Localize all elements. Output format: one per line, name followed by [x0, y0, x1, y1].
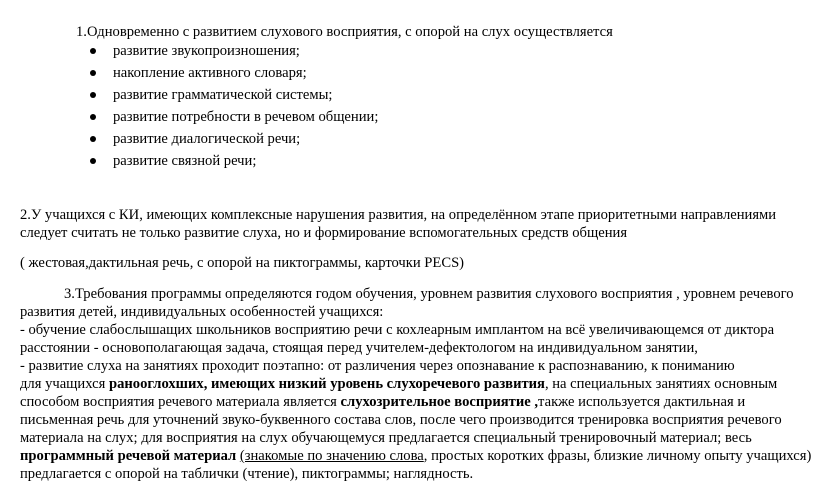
- section3-line-7: [20, 393, 745, 411]
- list-item: [88, 62, 378, 84]
- list-item-text: накопление активного словаря;: [113, 65, 307, 81]
- bullet-dot-icon: [90, 70, 96, 76]
- underlined-text-span: (знакомые по значению слова: [239, 448, 424, 464]
- section3-line-3: - обучение слабослышащих школьников восприятию речи с кохлеарным имплантом на всё увеличивающемся от диктора: [20, 322, 775, 338]
- section2-note: ( жестовая,дактильная речь, с опорой на пиктограммы, карточки PECS): [20, 255, 465, 271]
- section3-line-4: расстоянии - основополагающая задача, стоящая перед учителем-дефектологом на индивидуальном занятии,: [20, 340, 698, 356]
- text-span: также используется дактильная и: [538, 394, 746, 410]
- section3-line-2: развития детей, индивидуальных особенностей учащихся:: [20, 304, 384, 320]
- list-item-text: развитие звукопроизношения;: [113, 43, 300, 59]
- bold-text-span: ранооглохших, имеющих низкий уровень слухоречевого развития: [108, 376, 545, 392]
- section1-heading: 1.Одновременно с развитием слухового восприятия, с опорой на слух осуществляется: [76, 24, 613, 40]
- section3-line-8: письменная речь для уточнений звуко-буквенного состава слов, после чего производится тренировка восприятия речевого: [20, 412, 782, 428]
- bullet-dot-icon: [90, 48, 96, 54]
- text-span: , простых коротких фразы, близкие личному опыту учащихся): [423, 448, 812, 464]
- section2-line-2: следует считать не только развитие слуха, но и формирование вспомогательных средств общения: [20, 225, 628, 241]
- list-item: [88, 40, 378, 62]
- section3-line-10: [20, 447, 811, 465]
- list-item: [88, 128, 378, 150]
- list-item-text: развитие потребности в речевом общении;: [113, 109, 379, 125]
- text-span: , на специальных занятиях основным: [544, 376, 778, 392]
- section2-line-1: 2.У учащихся с КИ, имеющих комплексные нарушения развития, на определённом этапе приоритетными направлениями: [20, 207, 777, 223]
- list-item: [88, 84, 378, 106]
- bullet-dot-icon: [90, 92, 96, 98]
- text-span: способом восприятия речевого материала является: [20, 394, 341, 410]
- section3-line-6: [20, 375, 777, 393]
- section3-line-9: материала на слух; для восприятия на слух обучающемуся предлагается специальный тренировочный материал; весь: [20, 430, 752, 446]
- bullet-dot-icon: [90, 158, 96, 164]
- section3-line-5: - развитие слуха на занятиях проходит поэтапно: от различения через опознавание к распознаванию, к пониманию: [20, 358, 735, 374]
- list-item: [88, 106, 378, 128]
- bullet-dot-icon: [90, 114, 96, 120]
- section3-line-11: предлагается с опорой на таблички (чтение), пиктограммы; наглядность.: [20, 466, 474, 482]
- bullet-dot-icon: [90, 136, 96, 142]
- list-item-text: развитие связной речи;: [113, 153, 257, 169]
- skills-bullet-list: [88, 40, 378, 172]
- list-item-text: развитие диалогической речи;: [113, 131, 301, 147]
- list-item-text: развитие грамматической системы;: [113, 87, 333, 103]
- bold-text-span: слухозрительное восприятие ,: [340, 394, 539, 410]
- list-item: [88, 150, 378, 172]
- text-span: для учащихся: [20, 376, 109, 392]
- bold-text-span: программный речевой материал: [20, 448, 240, 464]
- section3-line-1: 3.Требования программы определяются годом обучения, уровнем развития слухового восприятия , уровнем речевого: [64, 286, 794, 302]
